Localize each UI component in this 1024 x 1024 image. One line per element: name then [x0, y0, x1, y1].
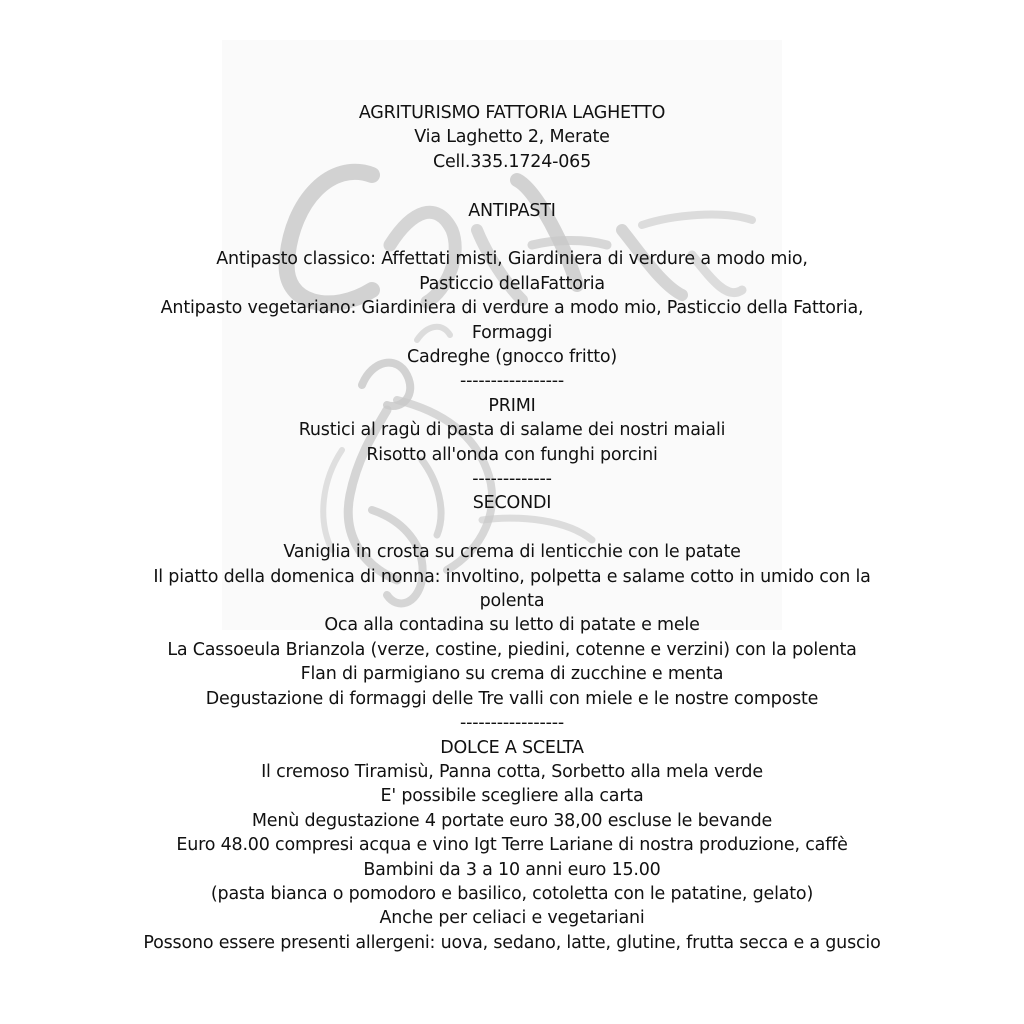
menu-item: Oca alla contadina su letto di patate e mele — [324, 615, 700, 636]
restaurant-name: AGRITURISMO FATTORIA LAGHETTO — [358, 103, 666, 123]
price-note: Euro 48.00 compresi acqua e vino Igt Terre Lariane di nostra produzione, caffè — [176, 835, 848, 856]
menu-item: Flan di parmigiano su crema di zucchine e menta — [300, 664, 724, 685]
menu-header — [0, 101, 1024, 174]
menu-item: Degustazione di formaggi delle Tre valli con miele e le nostre composte — [205, 688, 819, 709]
spacer — [0, 516, 1024, 540]
section-dolce — [0, 736, 1024, 956]
allergen-note: Possono essere presenti allergeni: uova, sedano, latte, glutine, frutta secca e a guscio — [143, 932, 881, 953]
menu-item: Risotto all'onda con funghi porcini — [366, 444, 658, 465]
section-divider: ------------- — [472, 469, 552, 490]
restaurant-phone: Cell.335.1724-065 — [432, 151, 592, 172]
menu-item: polenta — [479, 591, 545, 612]
menu-item: Rustici al ragù di pasta di salame dei nostri maiali — [298, 420, 726, 441]
menu-item: Il cremoso Tiramisù, Panna cotta, Sorbetto alla mela verde — [261, 761, 763, 782]
section-heading-antipasti: ANTIPASTI — [468, 200, 556, 221]
restaurant-address: Via Laghetto 2, Merate — [414, 127, 610, 148]
menu-note: (pasta bianca o pomodoro e basilico, cotoletta con le patatine, gelato) — [210, 883, 814, 904]
menu-document — [0, 101, 1024, 955]
spacer — [0, 174, 1024, 198]
menu-item: Antipasto vegetariano: Giardiniera di verdure a modo mio, Pasticcio della Fattoria, — [160, 298, 864, 319]
section-antipasti — [0, 199, 1024, 394]
section-divider: ----------------- — [460, 371, 564, 392]
menu-item: Formaggi — [471, 322, 553, 343]
menu-item: Pasticcio dellaFattoria — [419, 273, 605, 294]
section-heading-primi: PRIMI — [488, 395, 536, 416]
menu-note: E' possibile scegliere alla carta — [380, 786, 644, 807]
price-note: Menù degustazione 4 portate euro 38,00 escluse le bevande — [251, 810, 773, 831]
section-divider: ----------------- — [460, 713, 564, 734]
menu-item: Cadreghe (gnocco fritto) — [406, 347, 618, 368]
price-note: Bambini da 3 a 10 anni euro 15.00 — [363, 859, 661, 880]
menu-item: Vaniglia in crosta su crema di lenticchie con le patate — [283, 542, 741, 563]
menu-item: Antipasto classico: Affettati misti, Giardiniera di verdure a modo mio, — [216, 249, 808, 270]
spacer — [0, 223, 1024, 247]
menu-item: La Cassoeula Brianzola (verze, costine, piedini, cotenne e verzini) con la polenta — [167, 639, 857, 660]
section-primi — [0, 394, 1024, 492]
section-heading-secondi: SECONDI — [472, 493, 552, 514]
section-heading-dolce: DOLCE A SCELTA — [440, 737, 584, 758]
menu-item: Il piatto della domenica di nonna: involtino, polpetta e salame cotto in umido con la — [153, 566, 871, 587]
section-secondi — [0, 491, 1024, 735]
menu-note: Anche per celiaci e vegetariani — [379, 908, 645, 929]
